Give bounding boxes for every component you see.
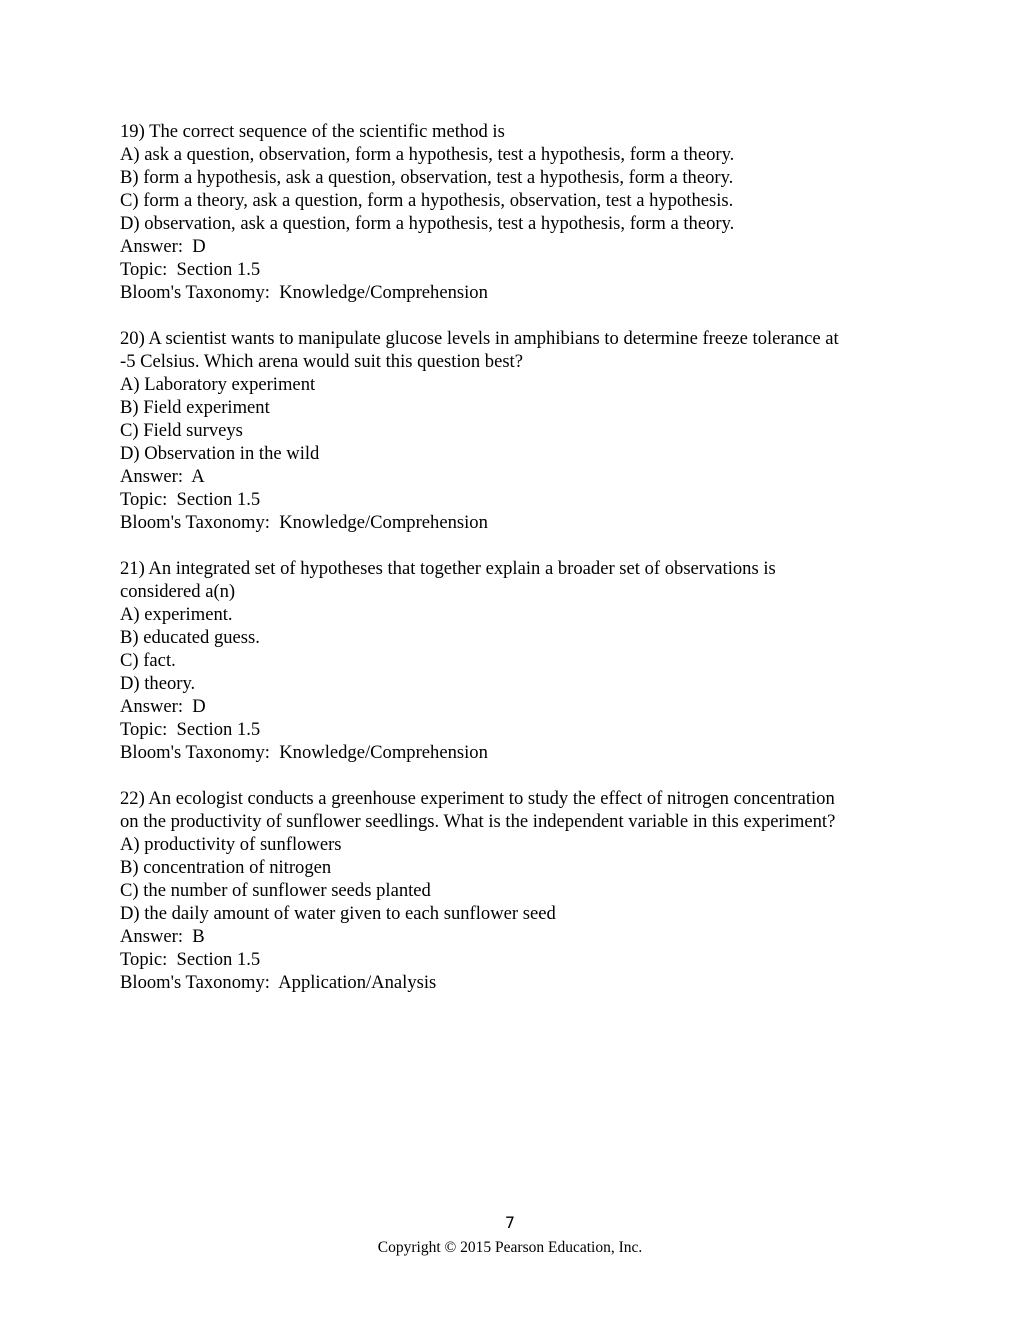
question-stem-line: 19) The correct sequence of the scientific method is <box>120 121 505 142</box>
option-a: A) Laboratory experiment <box>120 374 316 395</box>
option-b: B) Field experiment <box>120 397 270 418</box>
option-c: C) the number of sunflower seeds planted <box>120 880 431 901</box>
answer-line: Answer: A <box>120 466 205 487</box>
option-a: A) productivity of sunflowers <box>120 834 342 855</box>
answer-line: Answer: D <box>120 236 206 257</box>
page-number: 7 <box>504 1213 516 1232</box>
question-list <box>120 120 910 1017</box>
topic-line: Topic: Section 1.5 <box>120 489 261 510</box>
option-c: C) form a theory, ask a question, form a hypothesis, observation, test a hypothesis. <box>120 190 734 211</box>
option-a: A) ask a question, observation, form a hypothesis, test a hypothesis, form a theory. <box>120 144 735 165</box>
option-d: D) the daily amount of water given to each sunflower seed <box>120 903 556 924</box>
question-stem-line: 21) An integrated set of hypotheses that together explain a broader set of observations is <box>120 558 776 579</box>
option-d: D) Observation in the wild <box>120 443 320 464</box>
copyright-notice: Copyright © 2015 Pearson Education, Inc. <box>377 1239 643 1256</box>
answer-line: Answer: D <box>120 696 206 717</box>
answer-line: Answer: B <box>120 926 205 947</box>
option-b: B) educated guess. <box>120 627 260 648</box>
question-22 <box>120 787 910 994</box>
question-stem-line: on the productivity of sunflower seedlings. What is the independent variable in this experiment? <box>120 811 836 832</box>
question-stem-line: considered a(n) <box>120 581 236 602</box>
option-a: A) experiment. <box>120 604 233 625</box>
option-b: B) form a hypothesis, ask a question, observation, test a hypothesis, form a theory. <box>120 167 734 188</box>
topic-line: Topic: Section 1.5 <box>120 719 261 740</box>
option-d: D) observation, ask a question, form a hypothesis, test a hypothesis, form a theory. <box>120 213 735 234</box>
topic-line: Topic: Section 1.5 <box>120 949 261 970</box>
question-19 <box>120 120 910 304</box>
topic-line: Topic: Section 1.5 <box>120 259 261 280</box>
bloom-taxonomy-line: Bloom's Taxonomy: Knowledge/Comprehension <box>120 282 488 303</box>
question-21 <box>120 557 910 764</box>
question-stem-line: -5 Celsius. Which arena would suit this question best? <box>120 351 523 372</box>
option-c: C) Field surveys <box>120 420 243 441</box>
option-c: C) fact. <box>120 650 176 671</box>
question-20 <box>120 327 910 534</box>
question-stem-line: 20) A scientist wants to manipulate glucose levels in amphibians to determine freeze tolerance at <box>120 328 839 349</box>
bloom-taxonomy-line: Bloom's Taxonomy: Application/Analysis <box>120 972 437 993</box>
bloom-taxonomy-line: Bloom's Taxonomy: Knowledge/Comprehension <box>120 512 488 533</box>
option-b: B) concentration of nitrogen <box>120 857 332 878</box>
option-d: D) theory. <box>120 673 196 694</box>
question-stem-line: 22) An ecologist conducts a greenhouse experiment to study the effect of nitrogen concentration <box>120 788 835 809</box>
bloom-taxonomy-line: Bloom's Taxonomy: Knowledge/Comprehension <box>120 742 488 763</box>
